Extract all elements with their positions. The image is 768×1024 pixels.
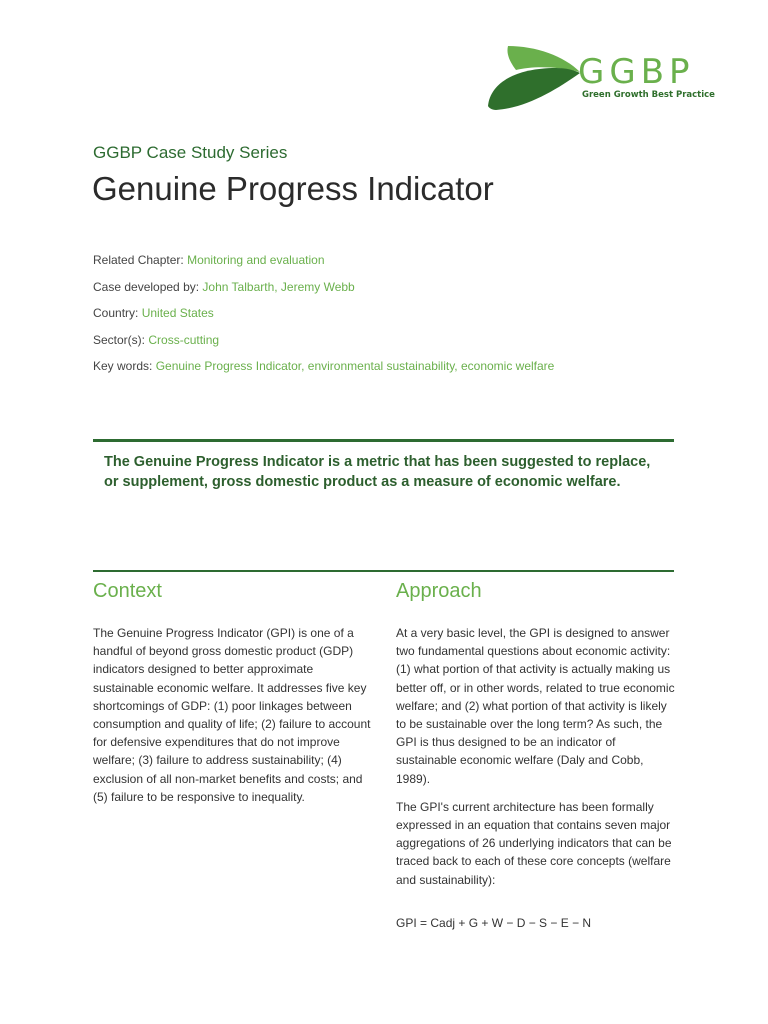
logo-title: GGBP <box>578 52 695 92</box>
meta-value-link[interactable]: Cross-cutting <box>148 332 220 347</box>
context-paragraph: The Genuine Progress Indicator (GPI) is one of a handful of beyond gross domestic product (GDP) indicators designed to better approximate sustainable economic welfare. It addresses five key shortcomings of GDP: (1) poor linkages between consumption and quality of life; (2) failure to account for defensive expenditures that do not improve welfare; (3) failure to address sustainability; (4) exclusion of all non-market benefits and costs; and (5) failure to be responsive to inequality. <box>93 626 371 804</box>
meta-label: Country: <box>93 306 139 320</box>
approach-paragraph: The GPI's current architecture has been formally expressed in an equation that contains seven major aggregations of 26 underlying indicators that can be traced back to each of these core concepts (welfare and sustainability): <box>396 799 672 887</box>
meta-row-sectors <box>93 332 554 359</box>
approach-paragraph: At a very basic level, the GPI is designed to answer two fundamental questions about economic activity: (1) what portion of that activity is actually making us better off, or in other words, related to true economic welfare; and (2) what portion of that activity is likely to be sustainable over the long term? As such, the GPI is thus designed to be an indicator of sustainable economic welfare (Daly and Cobb, 1989). <box>396 626 675 786</box>
meta-row-keywords <box>93 358 554 385</box>
meta-value-link[interactable]: United States <box>141 306 214 320</box>
leaf-logo-icon <box>486 42 582 114</box>
divider-bottom <box>93 570 674 572</box>
summary-text: The Genuine Progress Indicator is a metric that has been suggested to replace, or supplement, gross domestic product as a measure of economic welfare. <box>104 454 651 490</box>
context-heading: Context <box>93 580 162 602</box>
meta-row-chapter <box>93 252 554 279</box>
page-title: Genuine Progress Indicator <box>92 170 494 207</box>
meta-label: Sector(s): <box>93 332 146 347</box>
logo-subtitle: Green Growth Best Practice <box>582 90 715 100</box>
context-body <box>93 624 373 816</box>
meta-row-authors <box>93 279 554 306</box>
meta-label: Case developed by: <box>93 279 200 294</box>
approach-heading: Approach <box>396 580 482 602</box>
approach-body <box>396 624 676 899</box>
divider-top <box>93 439 674 442</box>
case-metadata <box>93 252 554 385</box>
series-label: GGBP Case Study Series <box>93 143 288 162</box>
meta-value-link[interactable]: John Talbarth, Jeremy Webb <box>202 279 355 294</box>
ggbp-logo <box>486 42 716 114</box>
meta-row-country <box>93 305 554 332</box>
meta-value-link[interactable]: Genuine Progress Indicator, environmental sustainability, economic welfare <box>155 359 555 373</box>
meta-label: Related Chapter: <box>93 253 184 267</box>
gpi-equation: GPI = Cadj + G + W − D − S − E − N <box>396 916 592 930</box>
meta-value-link[interactable]: Monitoring and evaluation <box>187 253 325 267</box>
meta-label: Key words: <box>93 359 153 373</box>
